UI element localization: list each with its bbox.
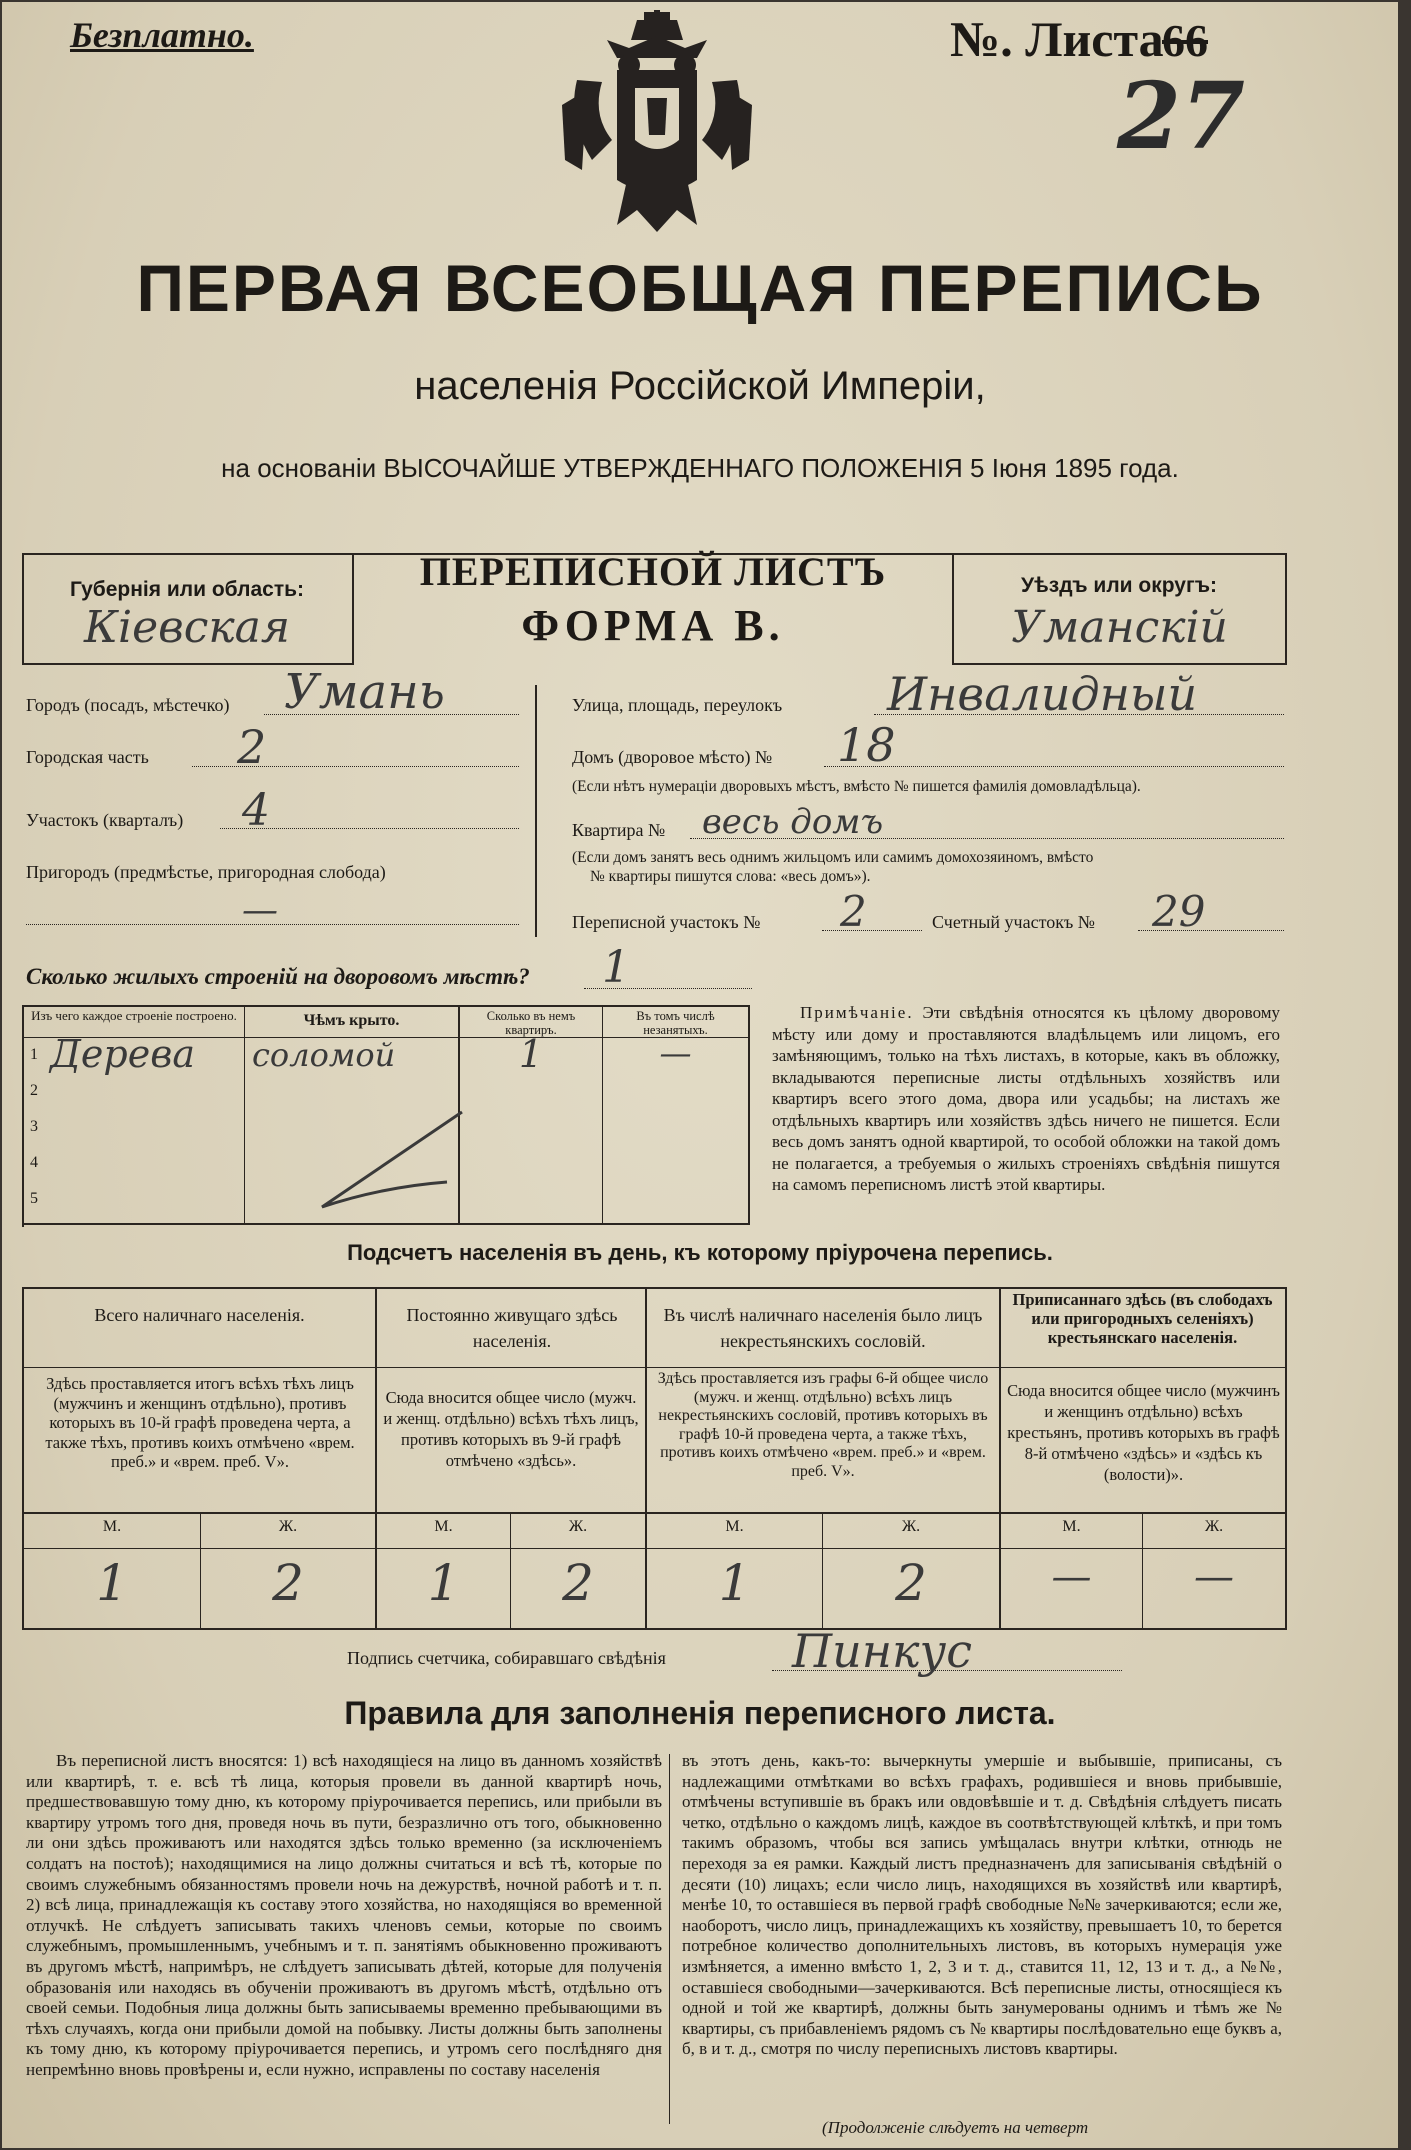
pop-permanent-female: 2 xyxy=(562,1554,594,1612)
apartment-note-1: (Если домъ занятъ весь однимъ жильцомъ или самимъ домохозяиномъ, вмѣсто xyxy=(572,849,1094,866)
col-material-header: Изъ чего каждое строеніе построено. xyxy=(31,1008,237,1023)
house-label: Домъ (дворовое мѣсто) № xyxy=(572,747,773,767)
pop-col3-desc: Здѣсь проставляется изъ графы 6-й общее число (мужч. и женщ. отдѣльно) всѣхъ лицъ некрестьянскихъ сословій, противъ которыхъ въ графѣ 10-й проведена черта, а также тѣхъ, противъ коихъ отмѣчено «врем. преб.» и «врем. преб. V». xyxy=(657,1370,989,1480)
pop-col4-head: Приписаннаго здѣсь (въ слободахъ или пригородныхъ селеніяхъ) крестьянскаго населенія. xyxy=(1012,1290,1273,1347)
city-part-label: Городская часть xyxy=(26,747,149,767)
pop-col2-desc: Сюда вносится общее число (мужч. и женщ. отдѣльно) всѣхъ тѣхъ лицъ, противъ которыхъ въ 9-й графѣ отмѣчено «здѣсь». xyxy=(383,1388,639,1470)
rules-continued: (Продолженіе слѣдуетъ на четверт xyxy=(822,2118,1089,2137)
sheet-number-handwritten: 27 xyxy=(1117,62,1246,170)
building-row-number: 3 xyxy=(30,1118,38,1135)
pop-total-male: 1 xyxy=(96,1554,128,1612)
census-precinct-value: 2 xyxy=(840,887,867,936)
city-value: Умань xyxy=(284,664,445,720)
census-precinct-label: Переписной участокъ № xyxy=(572,912,761,932)
pop-total-female: 2 xyxy=(272,1554,304,1612)
pop-col1-m-label: М. xyxy=(102,1518,122,1535)
counting-precinct-label: Счетный участокъ № xyxy=(932,912,1095,932)
rules-divider xyxy=(669,1754,670,2124)
strike-mark xyxy=(302,1102,482,1222)
precinct-label: Участокъ (кварталъ) xyxy=(26,810,184,830)
pop-col3-f-label: Ж. xyxy=(901,1518,921,1535)
col-apartments-header: Сколько въ немъ квартиръ. xyxy=(486,1009,576,1037)
suburb-value: — xyxy=(242,890,278,931)
house-note: (Если нѣтъ нумераціи дворовыхъ мѣстъ, вмѣсто № пишется фамилія домовладѣльца). xyxy=(572,778,1141,795)
census-basis: на основаніи ВЫСОЧАЙШЕ УТВЕРЖДЕННАГО ПОЛОЖЕНІЯ 5 Іюня 1895 года. xyxy=(221,453,1179,483)
rules-title: Правила для заполненія переписного листа. xyxy=(344,1695,1056,1731)
population-title: Подсчетъ населенія въ день, къ которому пріурочена перепись. xyxy=(347,1240,1053,1265)
signature-value: Пинкус xyxy=(792,1624,972,1678)
note-title: Примѣчаніе. xyxy=(800,1003,914,1022)
sheet-number-struck: 66 xyxy=(1162,15,1208,66)
census-subtitle: населенія Россійской Имперіи, xyxy=(414,364,986,408)
pop-col1-f-label: Ж. xyxy=(278,1518,298,1535)
district-value: Уманскій xyxy=(1011,602,1228,653)
building-row-number: 5 xyxy=(30,1190,38,1207)
imperial-eagle-emblem xyxy=(557,10,757,235)
province-value: Кіевская xyxy=(83,602,291,653)
pop-col4-m-label: М. xyxy=(1062,1518,1081,1535)
building-apartments: 1 xyxy=(518,1032,544,1076)
signature-label: Подпись счетчика, собиравшаго свѣдѣнія xyxy=(347,1648,666,1668)
pop-col4-desc: Сюда вносится общее число (мужчинъ и женщинъ отдѣльно) всѣхъ крестьянъ, противъ которыхъ въ графѣ 8-й отмѣчено «здѣсь» и «здѣсь къ (волости)». xyxy=(1007,1381,1280,1484)
pop-col2-head: Постоянно живущаго здѣсь населенія. xyxy=(406,1305,618,1351)
city-part-value: 2 xyxy=(237,720,267,774)
note-text: Эти свѣдѣнія относятся къ цѣлому дворовому мѣсту или дому и проставляются владѣльцемъ или лицомъ, его замѣняющимъ, только на тѣхъ листахъ, в которые, какъ въ обложку, вкладываются переписные листы отдѣльныхъ хозяйствъ или квартиръ всего этого дома, двора или усадьбы; на листахъ же отдѣльныхъ квартиръ или хозяйствъ здѣсь ничего не пишется. Если весь домъ занятъ одной квартирой, то особой обложки на такой домъ не полагается, а требуемыя о жилыхъ строеніяхъ свѣдѣнія пишутся на самомъ переписномъ листѣ этой квартиры. xyxy=(772,1003,1281,1194)
col-roof-header: Чѣмъ крыто. xyxy=(303,1012,400,1029)
sheet-number-label: №. Листа xyxy=(950,11,1164,67)
counting-precinct-value: 29 xyxy=(1152,887,1206,936)
buildings-note xyxy=(772,1002,1280,1196)
pop-col1-head: Всего наличнаго населенія. xyxy=(94,1305,305,1325)
street-label: Улица, площадь, переулокъ xyxy=(572,695,783,715)
col-vacant-header: Въ томъ числѣ незанятыхъ. xyxy=(636,1009,715,1037)
pop-col3-m-label: М. xyxy=(725,1518,744,1535)
population-table-top xyxy=(22,1287,1287,1289)
pop-peasant-female: — xyxy=(1194,1554,1234,1600)
city-label: Городъ (посадъ, мѣстечко) xyxy=(26,695,230,715)
pop-col3-head: Въ числѣ наличнаго населенія было лицъ некрестьянскихъ сословій. xyxy=(663,1305,983,1351)
pop-col2-m-label: М. xyxy=(434,1518,453,1535)
building-vacant: — xyxy=(659,1034,692,1072)
apartment-label: Квартира № xyxy=(572,820,666,840)
building-row-number: 1 xyxy=(30,1046,38,1063)
district-label: Уѣздъ или округъ: xyxy=(1020,574,1218,597)
apartment-note-2: № квартиры пишутся слова: «весь домъ»). xyxy=(590,868,871,885)
free-label: Безплатно. xyxy=(70,15,254,55)
pop-permanent-male: 1 xyxy=(427,1554,460,1612)
fields-divider xyxy=(535,685,537,937)
house-value: 18 xyxy=(837,718,896,772)
street-value: Инвалидный xyxy=(887,667,1198,721)
pop-nonpeasant-female: 2 xyxy=(895,1554,927,1612)
building-material: Дерева xyxy=(50,1032,195,1076)
pop-nonpeasant-male: 1 xyxy=(718,1554,751,1612)
form-type: ФОРМА В. xyxy=(521,601,785,650)
pop-col4-f-label: Ж. xyxy=(1204,1518,1224,1535)
pop-col2-f-label: Ж. xyxy=(568,1518,588,1535)
building-roof: соломой xyxy=(252,1036,396,1074)
building-row-number: 2 xyxy=(30,1082,38,1099)
rules-right-column: въ этотъ день, какъ-то: вычеркнуты умершіе и выбывшіе, приписаны, съ надлежащими отмѣтками во всѣхъ графахъ, родившіеся и вновь прибывшіе, отмѣчены вступившіе въ бракъ или овдовѣвшіе и т. д. Свѣдѣнія слѣдуетъ писать четко, отдѣльно о каждомъ лицѣ, каждое въ соотвѣтствующей клѣткѣ, и при томъ такимъ образомъ, чтобы вся запись умѣщалась внутри клѣтки, отнюдь не переходя за ея рамки. Каждый листъ предназначенъ для записыванія свѣдѣній о десяти (10) лицахъ; если число лицъ, находящихся въ хозяйствѣ или квартирѣ, менѣе 10, то оставшіеся въ первой графѣ свободные №№ зачеркиваются; если же, наоборотъ, число лицъ, принадлежащихъ къ хозяйству, превышаетъ 10, то берется потребное количество дополнительныхъ листовъ, въ которыхъ нумерація уже измѣняется, а именно вмѣсто 1, 2, 3 и т. д., ставится 11, 12, 13 и т. д., а №№, оставшіеся свободными—зачеркиваются. Всѣ переписные листы, относящіеся къ одной и той же квартирѣ, должны быть занумерованы однимъ и тѣмъ же № квартиры, съ прибавленіемъ рядомъ съ № квартиры послѣдовательно еще буквъ а, б, в и т. д., смотря по числу переписныхъ листовъ квартиры. xyxy=(682,1751,1282,2059)
apartment-value: весь домъ xyxy=(702,802,884,842)
pop-col1-desc: Здѣсь проставляется итогъ всѣхъ тѣхъ лицъ (мужчинъ и женщинъ отдѣльно), противъ которыхъ въ 10-й графѣ проведена черта, а также тѣхъ, противъ коихъ отмѣчено «врем. преб.» и «врем. преб. V». xyxy=(45,1374,355,1471)
buildings-answer: 1 xyxy=(602,942,630,993)
precinct-value: 4 xyxy=(242,785,270,836)
rules-left-column: Въ переписной листъ вносятся: 1) всѣ находящіеся на лицо въ данномъ хозяйствѣ или квартирѣ, т. е. всѣ тѣ лица, которыя провели въ данной квартирѣ ночь, предшествовавшую тому дню, къ которому пріурочивается перепись, или прибыли въ квартиру утромъ того дня, проведя ночь въ пути, безразлично отъ того, обыкновенно ли они здѣсь проживаютъ или находятся здѣсь только временно (за исключеніемъ солдатъ на постоѣ); находящимися на лицо должны считаться и всѣ тѣ, которые по своимъ служебнымъ обязанностямъ провели ночь на дежурствѣ, ночной работѣ и т. п. 2) всѣ лица, принадлежащія къ составу этого хозяйства, но находящіяся во временной отлучкѣ. Не слѣдуетъ записывать такихъ членовъ семьи, которые по своимъ служебнымъ, промышленнымъ, учебнымъ и т. п. занятіямъ обыкновенно проживаютъ въ другомъ мѣстѣ, напримѣръ, не слѣдуетъ записывать дѣтей, которые для полученія образованія или находясь въ обученіи проживаютъ въ другомъ мѣстѣ, отдѣльно отъ своей семьи. Подобныя лица должны быть записываемы временно пребывающими въ тѣхъ случаяхъ, когда они прибыли домой на побывку. Листы должны быть заполнены къ тому дню, къ которому пріурочивается перепись, и утромъ сего послѣдняго дня непремѣнно вновь провѣрены и, если нужно, исправлены по составу населенія xyxy=(26,1751,662,2079)
census-title: ПЕРВАЯ ВСЕОБЩАЯ ПЕРЕПИСЬ xyxy=(136,251,1264,325)
buildings-question: Сколько жилыхъ строеній на дворовомъ мѣстѣ? xyxy=(26,964,530,989)
building-row-number: 4 xyxy=(30,1154,38,1171)
form-title: ПЕРЕПИСНОЙ ЛИСТЪ xyxy=(419,549,887,594)
suburb-label: Пригородъ (предмѣстье, пригородная слобода) xyxy=(26,862,386,882)
province-label: Губернія или область: xyxy=(69,578,305,601)
pop-peasant-male: — xyxy=(1051,1554,1092,1600)
census-sheet xyxy=(2,2,1398,2148)
